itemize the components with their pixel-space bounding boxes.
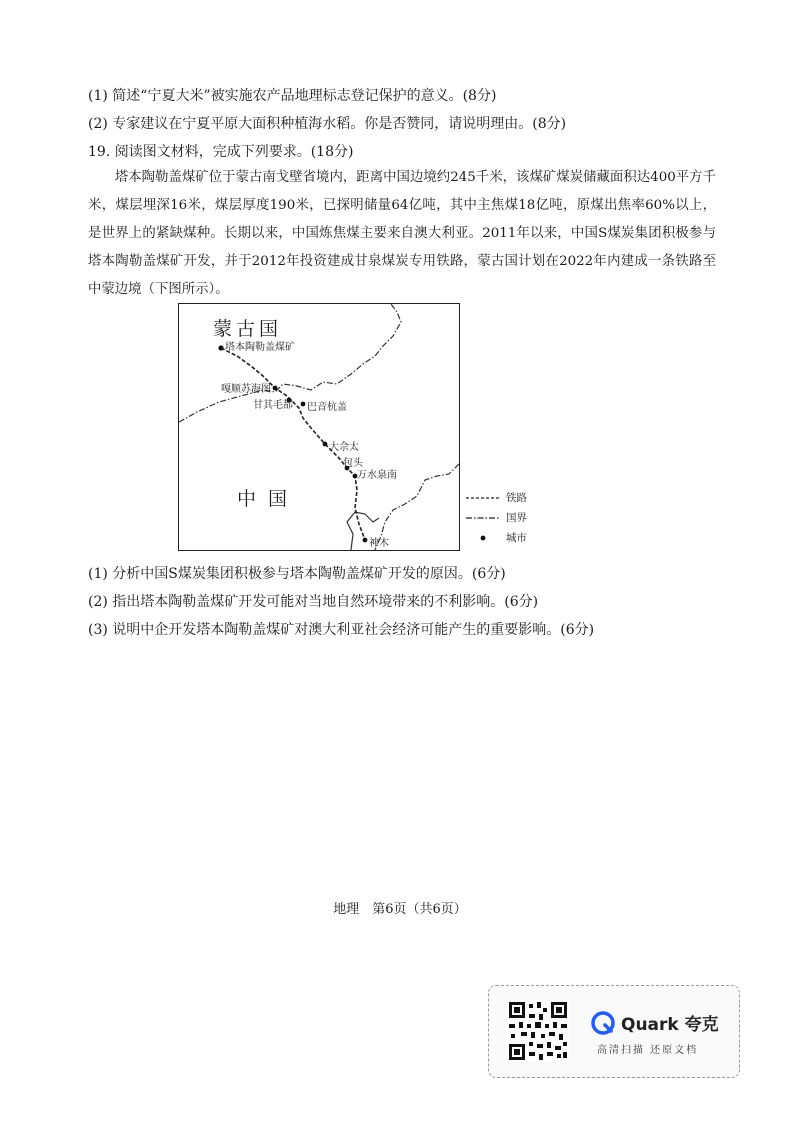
legend-city-symbol (466, 535, 500, 541)
label-mine: 塔本陶勒盖煤矿 (225, 342, 295, 353)
legend-border (466, 508, 527, 528)
label-shenmu: 神木 (369, 538, 389, 549)
material-paragraph: 塔本陶勒盖煤矿位于蒙古南戈壁省境内，距离中国边境约245千米，该煤矿煤炭储藏面积达400平方千米，煤层埋深16米，煤层厚度190米，已探明储量64亿吨，其中主焦煤18亿吨，原煤出焦率60%以上，是世界上的紧缺煤种。长期以来，中国炼焦煤主要来自澳大利亚。2011年以来，中国S煤炭集团积极参与塔本陶勒盖煤矿开发，并于2012年投资建成甘泉煤炭专用铁路，蒙古国计划在2022年内建成一条铁路至中蒙边境（下图所示）。 (88, 170, 716, 297)
qr-code-icon (507, 1000, 569, 1062)
map-figure (178, 303, 460, 551)
label-gashuunsukhait: 嘎顺苏海图 (221, 384, 271, 395)
question-19-title: 19. 阅读图文材料，完成下列要求。(18分) (88, 144, 354, 160)
quark-logo-icon (591, 1011, 615, 1035)
label-china: 中国 (237, 488, 300, 510)
label-dayushe: 大佘太 (329, 442, 359, 453)
question-1: (1) 简述“宁夏大米”被实施农产品地理标志登记保护的意义。(8分) (88, 88, 497, 104)
legend-city (466, 528, 527, 548)
city-gashuunsukhait (273, 386, 278, 391)
quark-watermark (488, 985, 740, 1078)
subquestion-3: (3) 说明中企开发塔本陶勒盖煤矿对澳大利亚社会经济可能产生的重要影响。(6分) (88, 622, 595, 638)
label-baotou: 包头 (343, 458, 363, 469)
city-bayinhang (301, 402, 306, 407)
quark-brand: Quark 夸克 (621, 1015, 719, 1035)
map-legend (466, 488, 527, 548)
legend-railway (466, 488, 527, 508)
city-shenmu (363, 538, 368, 543)
page-footer: 地理 第6页（共6页） (333, 902, 467, 917)
quark-tagline: 高清扫描 还原文档 (597, 1045, 699, 1056)
quark-logo (591, 1010, 719, 1035)
legend-border-label: 国界 (506, 512, 527, 524)
label-bayinhang: 巴音杭盖 (307, 402, 347, 413)
legend-city-label: 城市 (506, 532, 527, 544)
subquestion-1: (1) 分析中国S煤炭集团积极参与塔本陶勒盖煤矿开发的原因。(6分) (88, 566, 506, 582)
subquestion-2: (2) 指出塔本陶勒盖煤矿开发可能对当地自然环境带来的不利影响。(6分) (88, 594, 539, 610)
label-ganqimaodu: 甘其毛都 (253, 400, 293, 411)
legend-railway-label: 铁路 (506, 492, 527, 504)
city-mine (218, 345, 223, 350)
question-2: (2) 专家建议在宁夏平原大面积种植海水稻。你是否赞同，请说明理由。(8分) (88, 116, 567, 132)
label-mongolia: 蒙古国 (213, 318, 283, 340)
legend-railway-symbol (466, 495, 500, 501)
legend-border-symbol (466, 515, 500, 521)
city-dayushe (323, 442, 328, 447)
label-wanshuiquannan: 万水泉南 (357, 470, 397, 481)
